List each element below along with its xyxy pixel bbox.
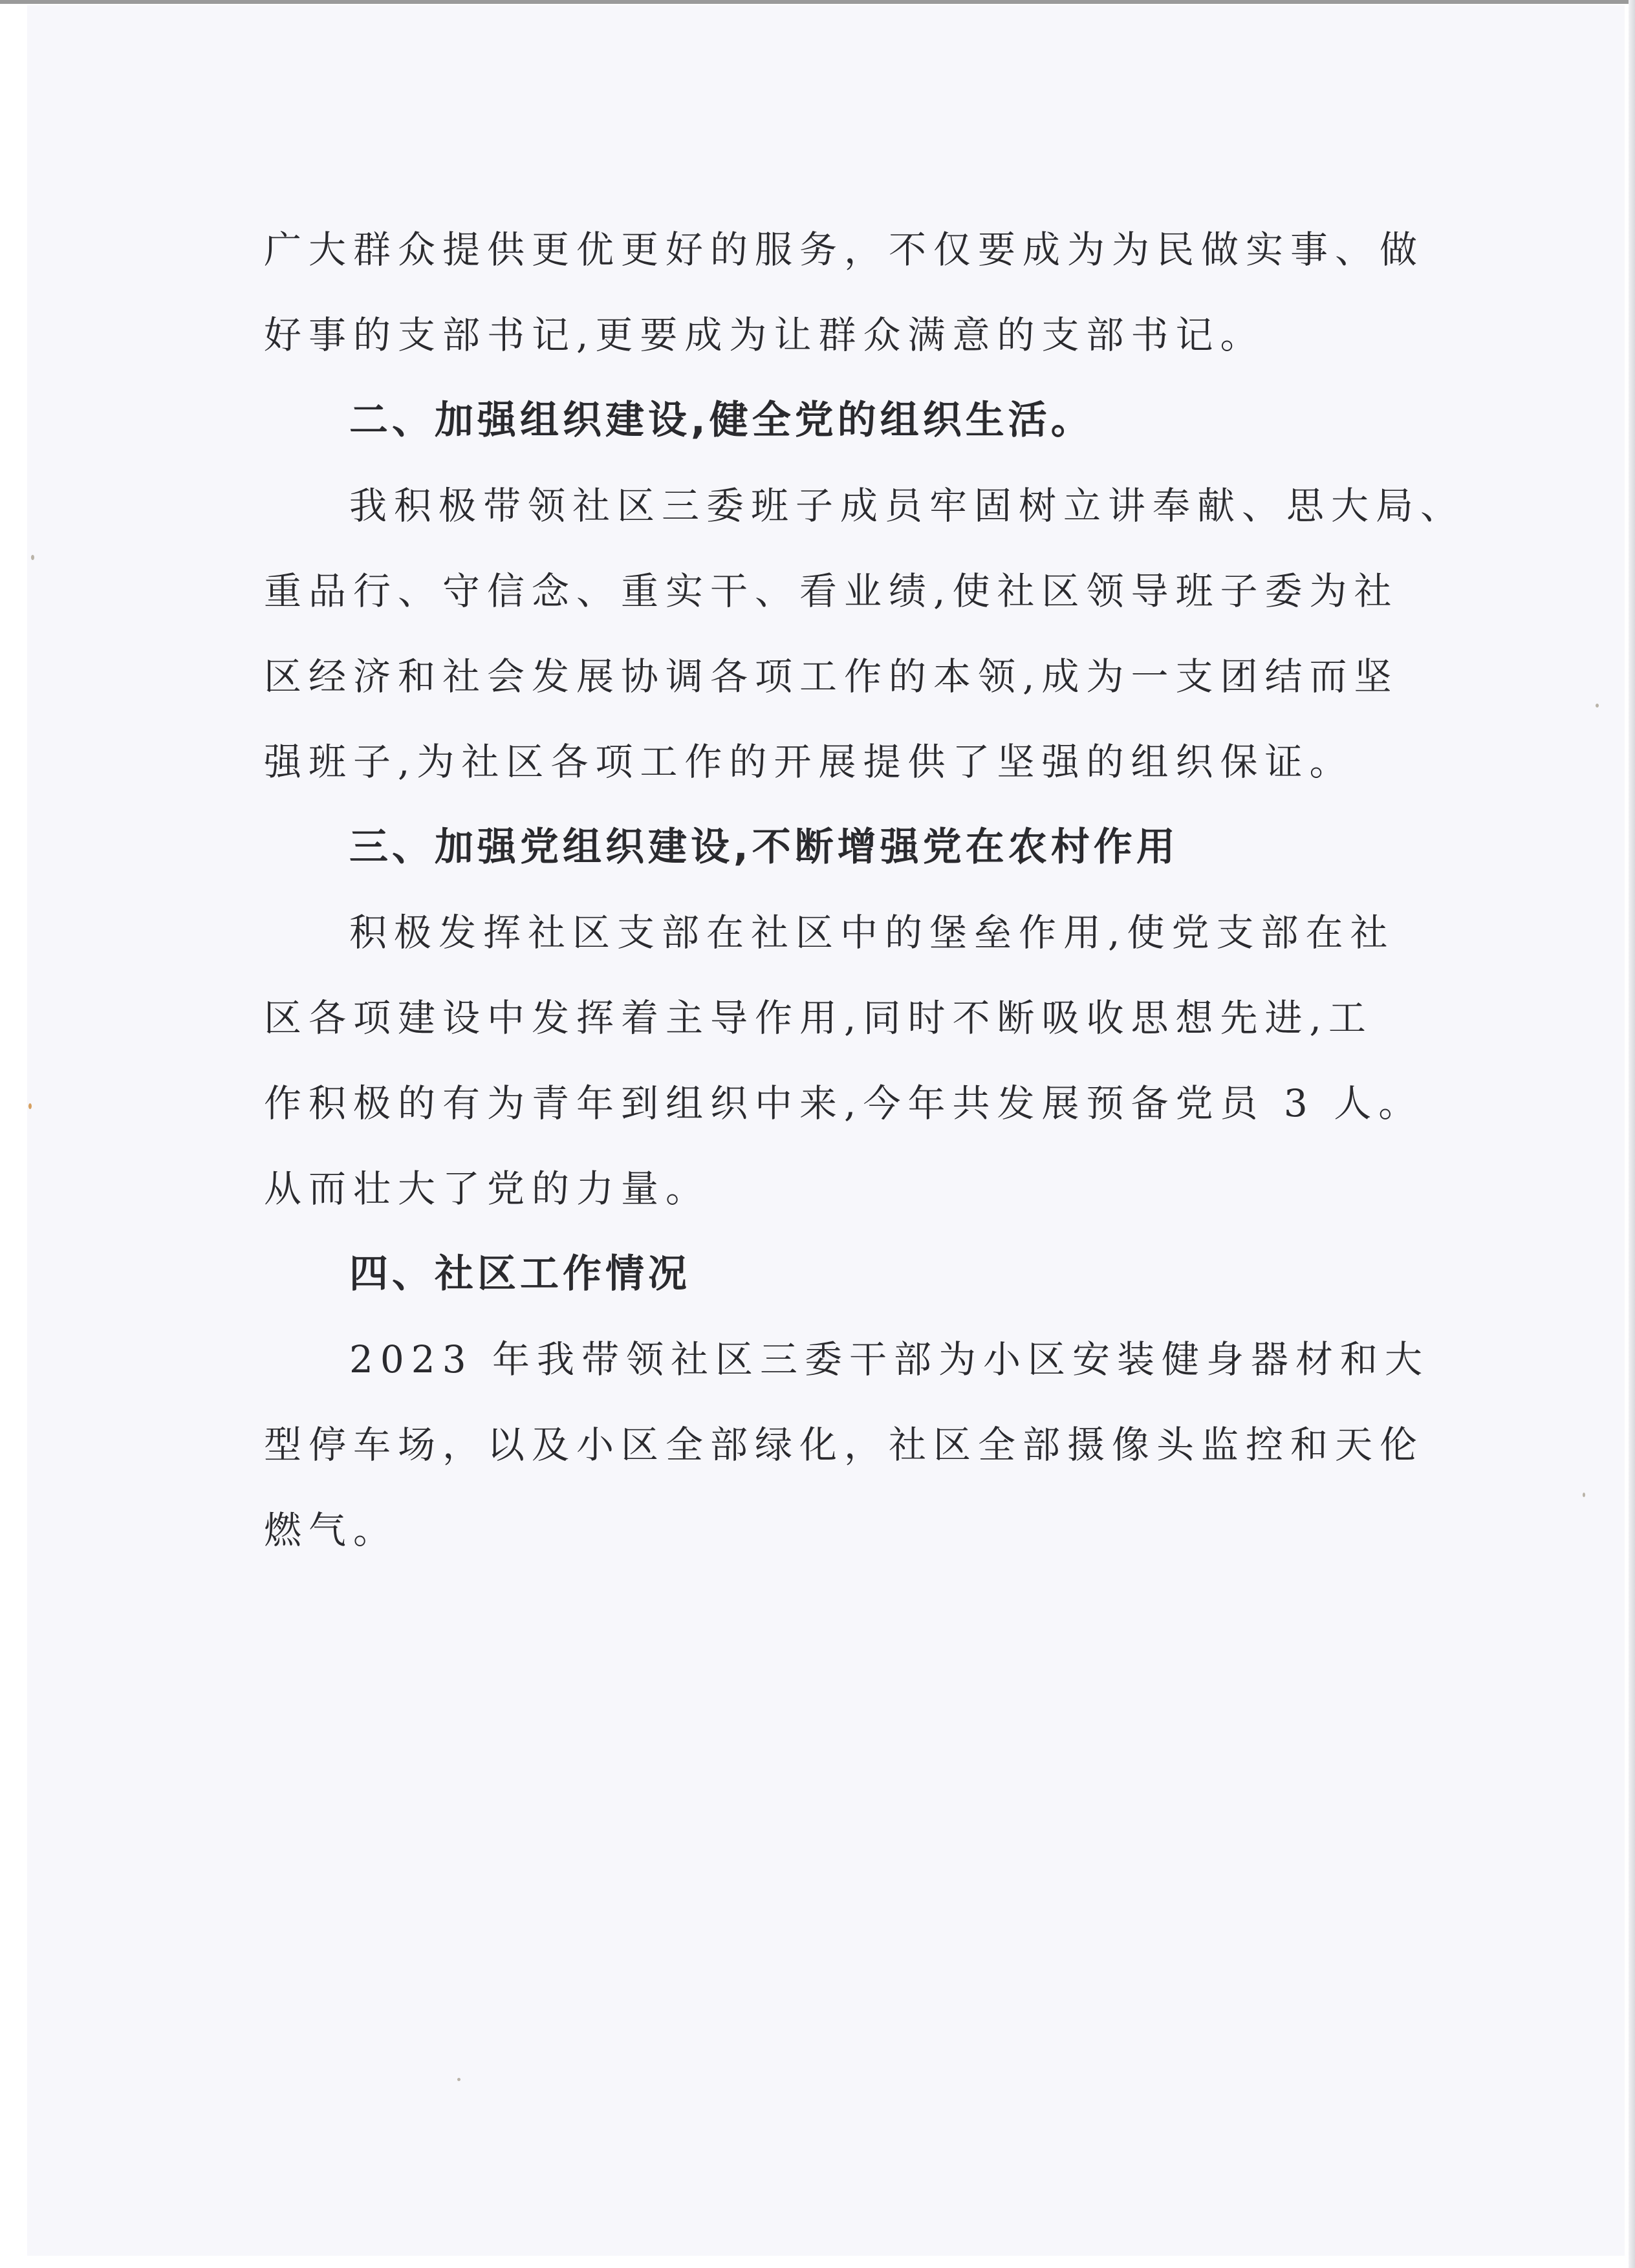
document-body	[264, 207, 1466, 1573]
section-heading: 三、加强党组织建设,不断增强党在农村作用	[349, 825, 1179, 870]
text-line: 区各项建设中发挥着主导作用,同时不断吸收思想先进,工	[264, 996, 1373, 1040]
scan-right-edge	[1629, 0, 1635, 2268]
text-line: 区经济和社会发展协调各项工作的本领,成为一支团结而坚	[264, 654, 1399, 698]
paragraph-first-line: 2023 年我带领社区三委干部为小区安装健身器材和大	[349, 1337, 1430, 1381]
paragraph-first-line: 我积极带领社区三委班子成员牢固树立讲奉献、思大局、	[349, 484, 1466, 528]
section-heading: 四、社区工作情况	[349, 1251, 691, 1297]
paper-speck	[28, 1103, 32, 1109]
section-heading: 二、加强组织建设,健全党的组织生活。	[349, 398, 1094, 443]
text-line: 广大群众提供更优更好的服务，不仅要成为为民做实事、做	[264, 228, 1425, 272]
paper-speck	[1583, 1493, 1585, 1497]
paragraph-first-line: 积极发挥社区支部在社区中的堡垒作用,使党支部在社	[349, 911, 1395, 955]
text-line: 型停车场，以及小区全部绿化，社区全部摄像头监控和天伦	[264, 1423, 1425, 1467]
text-line: 作积极的有为青年到组织中来,今年共发展预备党员 3 人。	[264, 1081, 1424, 1125]
paper-speck	[457, 2078, 460, 2081]
paper-speck	[1596, 704, 1599, 707]
text-line: 燃气。	[264, 1508, 398, 1552]
text-line: 强班子,为社区各项工作的开展提供了坚强的组织保证。	[264, 740, 1354, 784]
scan-top-edge	[0, 0, 1635, 4]
paper-speck	[31, 555, 34, 560]
text-line: 重品行、守信念、重实干、看业绩,使社区领导班子委为社	[264, 569, 1399, 613]
text-line: 从而壮大了党的力量。	[264, 1167, 711, 1211]
text-line: 好事的支部书记,更要成为让群众满意的支部书记。	[264, 313, 1265, 357]
